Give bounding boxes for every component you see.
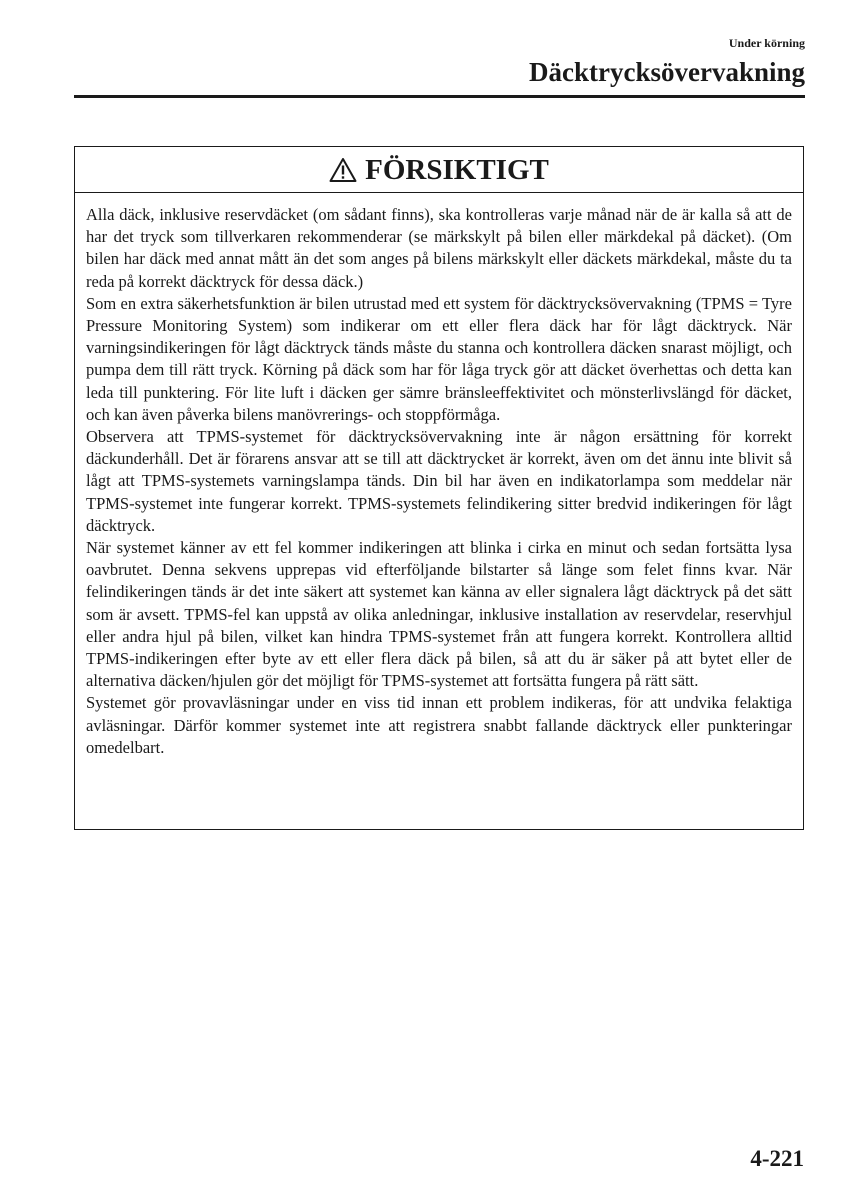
section-label: Under körning (728, 36, 805, 50)
caution-paragraph: Som en extra säkerhetsfunktion är bilen utrustad med ett system för däcktrycksövervakning (TPMS = Tyre Pressure Monitoring System) som indikerar om ett eller flera däck har för lågt däcktryck. När varningsindikeringen för lågt däcktryck tänds måste du stanna och kontrollera däcken snarast möjligt, och pumpa dem till rätt tryck. Körning på däck som har för låga tryck gör att däcket överhettas och detta kan leda till punktering. För lite luft i däcken ger sämre bränsleeffektivitet och mönsterlivslängd för däcket, och kan även påverka bilens manövrerings- och stoppförmåga. (86, 293, 792, 424)
caution-paragraph: Alla däck, inklusive reservdäcket (om sådant finns), ska kontrolleras varje månad när de är kalla så att de har det tryck som tillverkaren rekommenderar (se märkskylt på bilen eller märkdekal på däcket). (Om bilen har däck med annat mått än det som anges på bilens märkskylt eller däckets märkdekal, måste du ta reda på korrekt däcktryck för dessa däck.) (86, 205, 792, 291)
page-title: Däcktrycksövervakning (529, 57, 805, 87)
caution-body (75, 193, 803, 759)
caution-paragraph: Observera att TPMS-systemet för däcktrycksövervakning inte är någon ersättning för korrekt däckunderhåll. Det är förarens ansvar att se till att däcktrycket är korrekt, även om det ännu inte blivit så lågt att TPMS-systemets varningslampa tänds. Din bil har även en indikatorlampa som meddelar när TPMS-systemet inte fungerar korrekt. TPMS-systemets felindikering sitter bredvid indikeringen för lågt däcktryck. (86, 427, 792, 535)
caution-title: FÖRSIKTIGT (365, 153, 549, 186)
caution-box (74, 146, 804, 830)
warning-triangle-icon (329, 157, 357, 183)
page-number: 4-221 (750, 1146, 804, 1171)
caution-header (75, 147, 803, 193)
caution-paragraph: När systemet känner av ett fel kommer indikeringen att blinka i cirka en minut och sedan fortsätta lysa oavbrutet. Denna sekvens upprepas vid efterföljande bilstarter så länge som felet finns kvar. När felindikeringen tänds är det inte säkert att systemet kan känna av eller signalera lågt däcktryck på det sätt som är avsett. TPMS-fel kan uppstå av olika anledningar, inklusive installation av reservdelar, reservhjul eller andra hjul på bilen, vilket kan hindra TPMS-systemet från att fungera korrekt. Kontrollera alltid TPMS-indikeringen efter byte av ett eller flera däck på bilen, så att du är säker på att bytet eller de alternativa däcken/hjulen gör det möjligt för TPMS-systemet att fortsätta fungera på rätt sätt. (86, 538, 792, 691)
header-divider (74, 95, 805, 98)
caution-paragraph: Systemet gör provavläsningar under en viss tid innan ett problem indikeras, för att undvika felaktiga avläsningar. Därför kommer systemet inte att registrera snabbt fallande däcktryck eller punkteringar omedelbart. (86, 693, 792, 757)
